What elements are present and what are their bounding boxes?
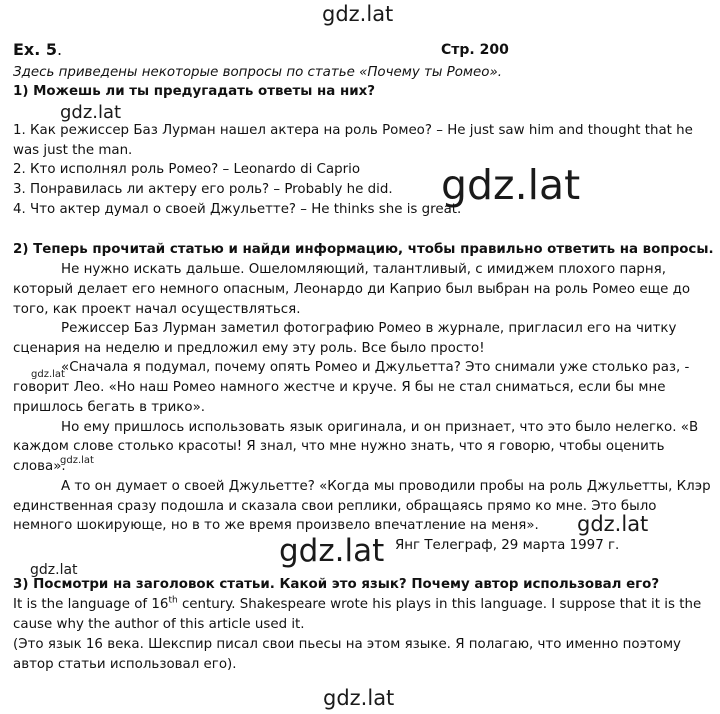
section-1-line: 2. Кто исполнял роль Ромео? – Leonardo di Caprio xyxy=(13,162,361,177)
article-line: немного шокирующе, но в то же время произвело впечатление на меня». xyxy=(13,518,539,533)
article-line: который делает его немного опасным, Леонардо ди Каприо был выбран на роль Ромео еще до xyxy=(13,282,691,297)
watermark-left-2: gdz.lat xyxy=(30,562,78,578)
section-2-heading: 2) Теперь прочитай статью и найди информацию, чтобы правильно ответить на вопросы. xyxy=(13,242,714,257)
watermark-center: gdz.lat xyxy=(279,533,385,569)
article-line: того, как проект начал осуществляться. xyxy=(13,302,301,317)
article-line: сценария на неделю и предложил ему эту роль. Все было просто! xyxy=(13,341,485,356)
article-line: каждом слове столько красоты! Я знал, что мне нужно знать, что я говорю, чтобы оценить xyxy=(13,439,665,454)
article-line: А то он думает о своей Джульетте? «Когда мы проводили пробы на роль Джульетты, Клэр xyxy=(61,479,711,494)
watermark-bottom: gdz.lat xyxy=(323,686,395,710)
watermark-small-2: gdz.lat xyxy=(60,455,94,466)
article-source: Янг Телеграф, 29 марта 1997 г. xyxy=(395,538,620,553)
section-1-line: 4. Что актер думал о своей Джульетте? – He thinks she is great. xyxy=(13,202,462,217)
article-line: «Сначала я подумал, почему опять Ромео и Джульетта? Это снимали уже столько раз, - xyxy=(61,360,690,375)
section-3-heading: 3) Посмотри на заголовок статьи. Какой это язык? Почему автор использовал его? xyxy=(13,577,660,592)
article-line: говорит Лео. «Но наш Ромео намного жестче и круче. Я бы не стал сниматься, если бы мне xyxy=(13,380,666,395)
article-line: Но ему пришлось использовать язык оригинала, и он признает, что это было нелегко. «В xyxy=(61,420,699,435)
section-1-heading: 1) Можешь ли ты предугадать ответы на них? xyxy=(13,84,376,99)
section-1-line: was just the man. xyxy=(13,143,133,158)
watermark-left-1: gdz.lat xyxy=(60,102,122,123)
intro-text: Здесь приведены некоторые вопросы по статье «Почему ты Ромео». xyxy=(13,65,502,80)
section-3-line: автор статьи использовал его). xyxy=(13,657,237,672)
section-3-line: cause why the author of this article used it. xyxy=(13,617,305,632)
watermark-right: gdz.lat xyxy=(577,512,649,536)
section-1-line: 1. Как режиссер Баз Лурман нашел актера на роль Ромео? – He just saw him and thought that he xyxy=(13,123,693,138)
section-1-line: 3. Понравилась ли актеру его роль? – Probably he did. xyxy=(13,182,393,197)
article-line: Режиссер Баз Лурман заметил фотографию Ромео в журнале, пригласил его на читку xyxy=(61,321,677,336)
article-line: единственная сразу подошла и сказала свои реплики, обращаясь прямо ко мне. Это было xyxy=(13,499,657,514)
article-line: слова». xyxy=(13,459,66,474)
article-line: пришлось бегать в трико». xyxy=(13,400,206,415)
watermark-top: gdz.lat xyxy=(322,2,394,26)
page-number: Стр. 200 xyxy=(441,42,509,58)
section-3-line: (Это язык 16 века. Шекспир писал свои пьесы на этом языке. Я полагаю, что именно поэтому xyxy=(13,637,681,652)
article-line: Не нужно искать дальше. Ошеломляющий, талантливый, с имиджем плохого парня, xyxy=(61,262,666,277)
exercise-label: Ex. 5. xyxy=(13,40,63,59)
watermark-big: gdz.lat xyxy=(441,161,581,209)
watermark-small-1: gdz.lat xyxy=(31,369,65,380)
section-3-line: It is the language of 16th century. Shakespeare wrote his plays in this language. I suppose that it is the xyxy=(13,595,702,612)
